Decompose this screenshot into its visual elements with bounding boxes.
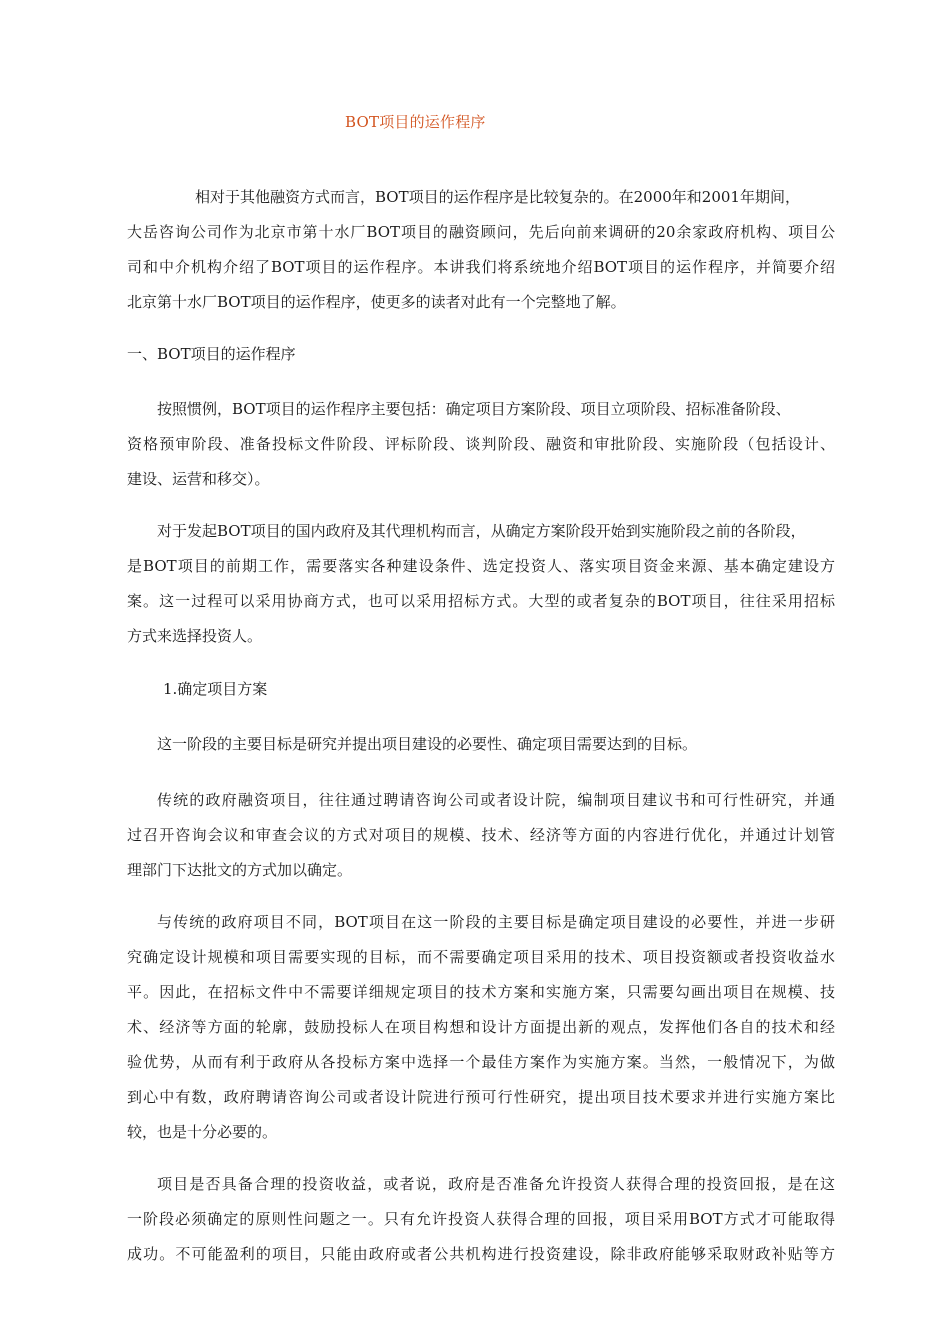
text-line: 平。因此，在招标文件中不需要详细规定项目的技术方案和实施方案，只需要勾画出项目在规模、技	[127, 983, 835, 1001]
text-line: 一阶段必须确定的原则性问题之一。只有允许投资人获得合理的回报，项目采用BOT方式才可能取得	[127, 1210, 835, 1228]
text-line: 传统的政府融资项目，往往通过聘请咨询公司或者设计院，编制项目建议书和可行性研究，并通	[157, 791, 835, 809]
text-line: 项目是否具备合理的投资收益，或者说，政府是否准备允许投资人获得合理的投资回报，是在这	[157, 1175, 835, 1193]
text-line: 到心中有数，政府聘请咨询公司或者设计院进行预可行性研究，提出项目技术要求并进行实施方案比	[127, 1088, 835, 1106]
traditional-paragraph	[127, 783, 835, 888]
intro-paragraph	[127, 180, 835, 320]
text-line: 方式来选择投资人。	[127, 627, 263, 645]
text-line: 究确定设计规模和项目需要实现的目标，而不需要确定项目采用的技术、项目投资额或者投资收益水	[127, 948, 835, 966]
document-title: BOT项目的运作程序	[345, 113, 486, 131]
text-line: 较，也是十分必要的。	[127, 1123, 278, 1141]
text-line: 是BOT项目的前期工作，需要落实各种建设条件、选定投资人、落实项目资金来源、基本确定建设方	[127, 557, 835, 575]
text-line: 相对于其他融资方式而言，BOT项目的运作程序是比较复杂的。在2000年和2001年期间，	[195, 188, 800, 206]
text-line: 过召开咨询会议和审查会议的方式对项目的规模、技术、经济等方面的内容进行优化，并通过计划管	[127, 826, 835, 844]
text-line: 这一阶段的主要目标是研究并提出项目建设的必要性、确定项目需要达到的目标。	[157, 735, 698, 753]
text-line: 成功。不可能盈利的项目，只能由政府或者公共机构进行投资建设，除非政府能够采取财政补贴等方	[127, 1245, 835, 1263]
text-line: 验优势，从而有利于政府从各投标方案中选择一个最佳方案作为实施方案。当然，一般情况下，为做	[127, 1053, 835, 1071]
return-paragraph	[127, 1167, 835, 1272]
section-heading	[127, 337, 835, 372]
text-line: 大岳咨询公司作为北京市第十水厂BOT项目的融资顾问，先后向前来调研的20余家政府机构、项目公	[127, 223, 835, 241]
text-line: 与传统的政府项目不同，BOT项目在这一阶段的主要目标是确定项目建设的必要性，并进一步研	[157, 913, 835, 931]
goal-paragraph	[127, 727, 835, 762]
section-1-heading: 一、BOT项目的运作程序	[127, 345, 296, 363]
subsection-1-heading: 1.确定项目方案	[163, 680, 268, 698]
government-paragraph	[127, 514, 835, 654]
text-line: 北京第十水厂BOT项目的运作程序，使更多的读者对此有一个完整地了解。	[127, 293, 626, 311]
text-line: 理部门下达批文的方式加以确定。	[127, 861, 353, 879]
stages-paragraph	[127, 392, 835, 497]
text-line: 对于发起BOT项目的国内政府及其代理机构而言，从确定方案阶段开始到实施阶段之前的各阶段，	[157, 522, 806, 540]
text-line: 按照惯例，BOT项目的运作程序主要包括：确定项目方案阶段、项目立项阶段、招标准备阶段、	[157, 400, 791, 418]
text-line: 建设、运营和移交）。	[127, 470, 270, 488]
text-line: 案。这一过程可以采用协商方式，也可以采用招标方式。大型的或者复杂的BOT项目，往往采用招标	[127, 592, 835, 610]
text-line: 资格预审阶段、准备投标文件阶段、评标阶段、谈判阶段、融资和审批阶段、实施阶段（包括设计、	[127, 435, 835, 453]
subsection-heading	[127, 672, 835, 707]
difference-paragraph	[127, 905, 835, 1150]
text-line: 司和中介机构介绍了BOT项目的运作程序。本讲我们将系统地介绍BOT项目的运作程序，并简要介绍	[127, 258, 835, 276]
text-line: 术、经济等方面的轮廓，鼓励投标人在项目构想和设计方面提出新的观点，发挥他们各自的技术和经	[127, 1018, 835, 1036]
